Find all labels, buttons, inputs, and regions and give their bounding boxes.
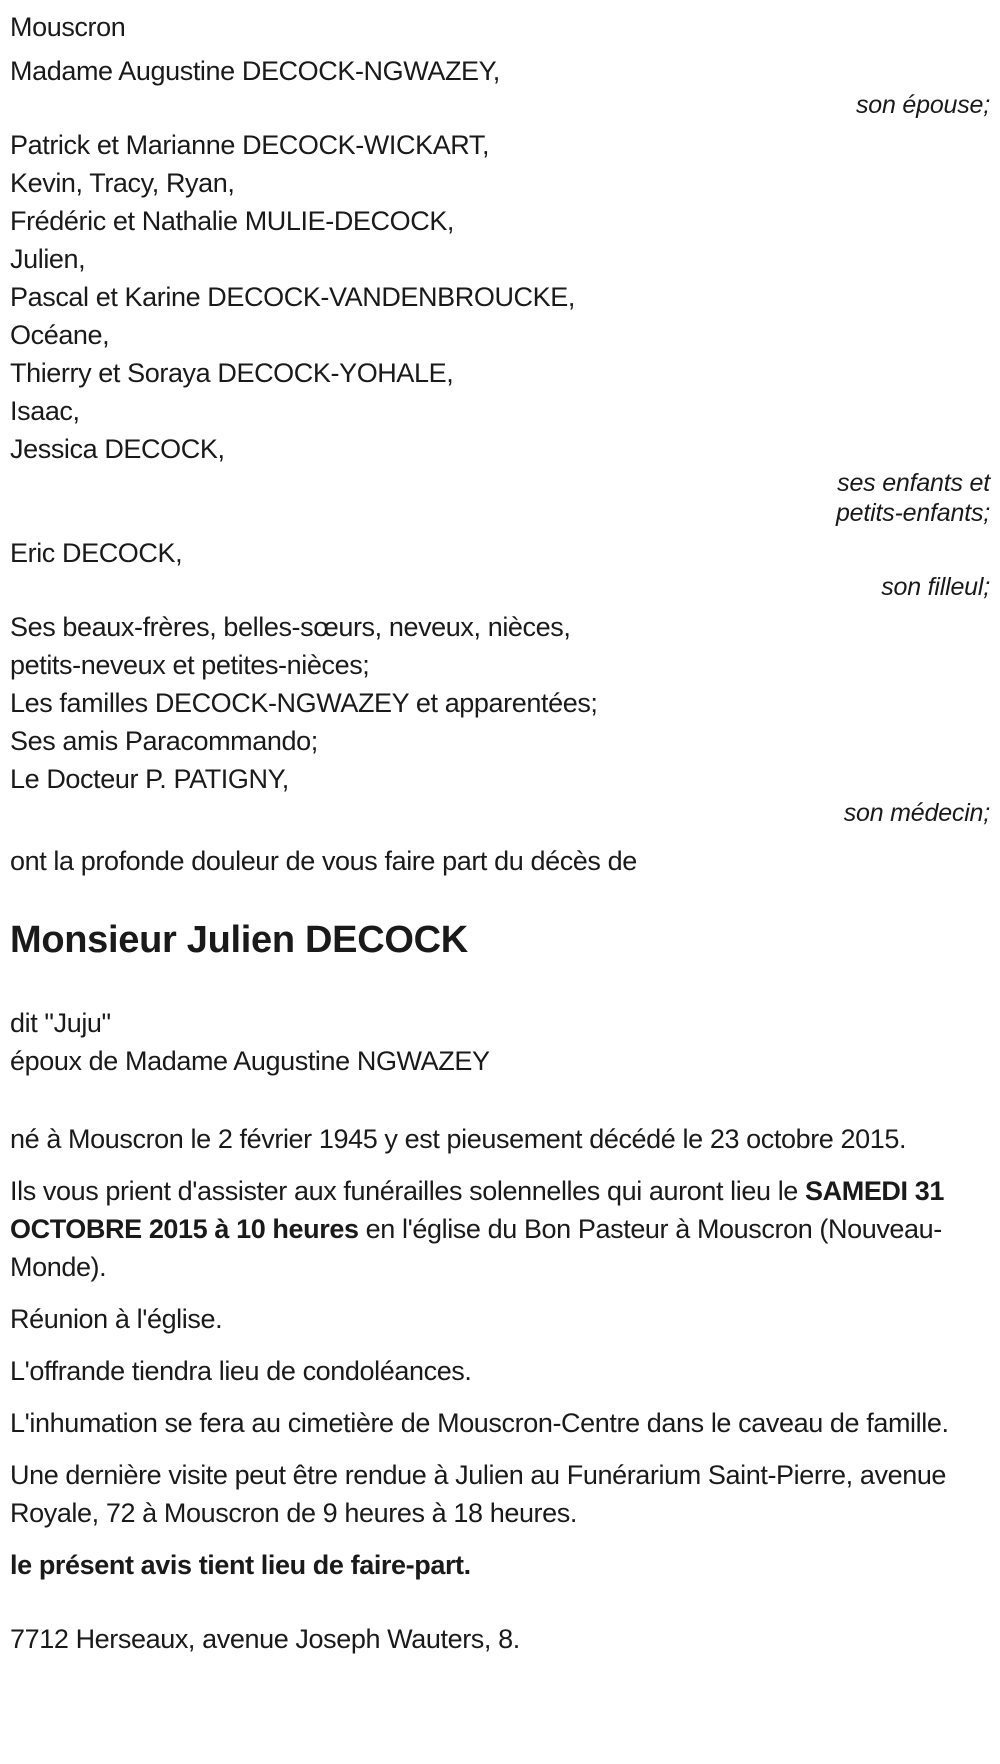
meeting-line: Réunion à l'église. bbox=[10, 1304, 223, 1334]
funeral-intro-text: Ils vous prient d'assister aux funérailles solennelles qui auront lieu le bbox=[10, 1176, 806, 1206]
identity-block bbox=[10, 1004, 990, 1080]
child-name-line: Kevin, Tracy, Ryan, bbox=[10, 168, 235, 198]
relative-line: Ses amis Paracommando; bbox=[10, 726, 318, 756]
relative-line: Le Docteur P. PATIGNY, bbox=[10, 764, 289, 794]
child-name-line: Thierry et Soraya DECOCK-YOHALE, bbox=[10, 358, 454, 388]
funeral-paragraph bbox=[10, 1172, 990, 1286]
deceased-name-heading: Monsieur Julien DECOCK bbox=[10, 919, 468, 961]
relative-line: Ses beaux-frères, belles-sœurs, neveux, nièces, bbox=[10, 612, 571, 642]
relative-line: petits-neveux et petites-nièces; bbox=[10, 650, 370, 680]
notice-line: le présent avis tient lieu de faire-part. bbox=[10, 1550, 471, 1580]
children-relation-line: petits-enfants; bbox=[835, 499, 990, 527]
birth-death-line: né à Mouscron le 2 février 1945 y est pieusement décédé le 23 octobre 2015. bbox=[10, 1124, 907, 1154]
relative-line: Les familles DECOCK-NGWAZEY et apparentées; bbox=[10, 688, 598, 718]
children-relation-lines bbox=[10, 468, 990, 528]
spouse-block bbox=[10, 52, 990, 120]
children-relation-line: ses enfants et bbox=[837, 469, 990, 497]
children-name-lines bbox=[10, 126, 990, 468]
city-block bbox=[10, 8, 990, 46]
nickname-line: dit "Juju" bbox=[10, 1008, 111, 1038]
child-name-line: Océane, bbox=[10, 320, 110, 350]
child-name-line: Julien, bbox=[10, 244, 86, 274]
address-line: 7712 Herseaux, avenue Joseph Wauters, 8. bbox=[10, 1624, 520, 1654]
child-name-line: Isaac, bbox=[10, 396, 80, 426]
godson-name-line: Eric DECOCK, bbox=[10, 538, 183, 568]
children-block bbox=[10, 126, 990, 528]
relatives-lines bbox=[10, 608, 990, 798]
announcement-line: ont la profonde douleur de vous faire part du décès de bbox=[10, 846, 637, 876]
burial-line: L'inhumation se fera au cimetière de Mouscron-Centre dans le caveau de famille. bbox=[10, 1408, 949, 1438]
visitation-line: Une dernière visite peut être rendue à Julien au Funérarium Saint-Pierre, avenue Royale, 72 à Mouscron de 9 heures à 18 heures. bbox=[10, 1460, 947, 1528]
child-name-line: Patrick et Marianne DECOCK-WICKART, bbox=[10, 130, 490, 160]
child-name-line: Pascal et Karine DECOCK-VANDENBROUCKE, bbox=[10, 282, 575, 312]
child-name-line: Frédéric et Nathalie MULIE-DECOCK, bbox=[10, 206, 455, 236]
godson-block bbox=[10, 534, 990, 602]
doctor-relation-line: son médecin; bbox=[843, 799, 990, 827]
godson-relation-line: son filleul; bbox=[881, 573, 990, 601]
offering-line: L'offrande tiendra lieu de condoléances. bbox=[10, 1356, 472, 1386]
city-line: Mouscron bbox=[10, 12, 126, 42]
child-name-line: Jessica DECOCK, bbox=[10, 434, 225, 464]
spouse-name-line: Madame Augustine DECOCK-NGWAZEY, bbox=[10, 56, 500, 86]
spouse-relation-line: son épouse; bbox=[855, 91, 990, 119]
relatives-block bbox=[10, 608, 990, 828]
funeral-location-text: en l'église du Bon Pasteur à Mouscron (Nouveau-Monde). bbox=[10, 1214, 942, 1282]
funeral-datetime-bold: SAMEDI 31 OCTOBRE 2015 à 10 heures bbox=[10, 1176, 944, 1244]
spouse-of-line: époux de Madame Augustine NGWAZEY bbox=[10, 1046, 490, 1076]
